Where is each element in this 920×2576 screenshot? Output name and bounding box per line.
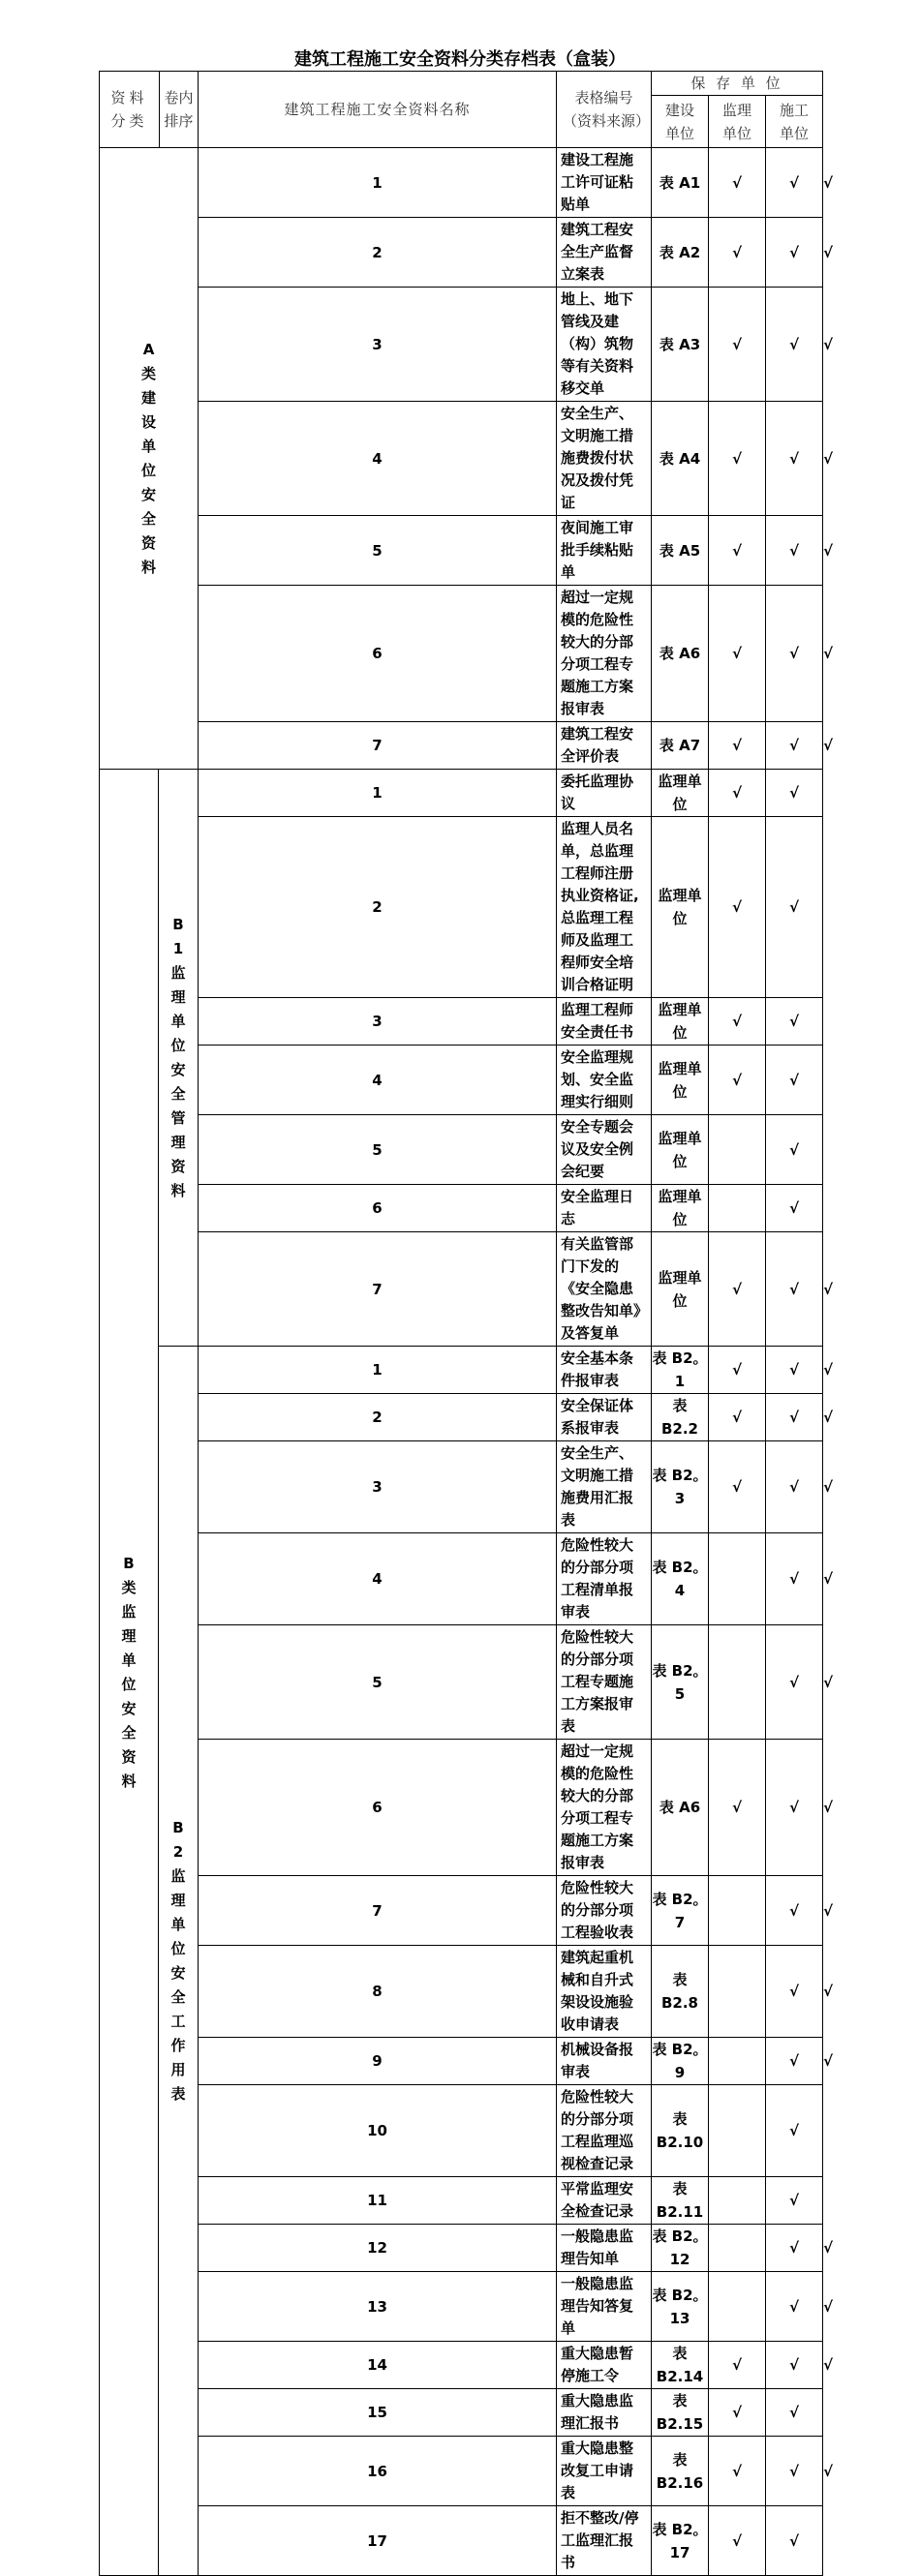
group-a [100,148,199,770]
row-number: 10 [199,2085,557,2177]
table-row: 2 建筑工程安全生产监督立案表 表 A2 √ √ √ [100,218,823,288]
table-row: 4 危险性较大的分部分项工程清单报审表 表 B2。4 √ √ [100,1533,823,1625]
row-number: 4 [199,1046,557,1115]
archive-table [99,71,834,2576]
row-number: 6 [199,586,557,722]
check-sup: √ [766,1185,823,1232]
check-owner: √ [709,2342,766,2389]
row-form-no: 表 A3 [652,288,709,402]
table-row: 16 重大隐患整改复工申请表 表 B2.16 √ √ √ [100,2437,823,2506]
check-sup: √ [766,2506,823,2576]
row-name: 危险性较大的分部分项工程验收表 [557,1876,652,1946]
row-number: 1 [199,770,557,817]
check-owner: √ [709,1046,766,1115]
row-number: 9 [199,2038,557,2085]
row-name: 安全监理规划、安全监理实行细则 [557,1046,652,1115]
row-number: 8 [199,1946,557,2038]
table-row: 4 安全生产、文明施工措施费拨付状况及拨付凭证 表 A4 √ √ √ [100,402,823,516]
row-form-no: 表 B2。7 [652,1876,709,1946]
row-number: 2 [199,1394,557,1441]
row-form-no: 表 B2.10 [652,2085,709,2177]
table-row: 7 建筑工程安全评价表 表 A7 √ √ √ [100,722,823,770]
row-form-no: 监理单位 [652,1115,709,1185]
check-owner [709,2225,766,2272]
row-name: 监理人员名单，总监理工程师注册执业资格证,总监理工程师及监理工程师安全培训合格证明 [557,817,652,998]
row-form-no: 表 A7 [652,722,709,770]
table-row [100,1115,823,1185]
row-number: 16 [199,2437,557,2506]
row-form-no: 表 B2.8 [652,1946,709,2038]
table-row: A类建设单位安全资料 1 建设工程施工许可证粘贴单 表 A1 √ √ √ [100,148,823,218]
row-name: 安全专题会议及安全例会纪要 [557,1115,652,1185]
table-row: 13 一般隐患监理告知答复单 表 B2。13 √ √ [100,2272,823,2342]
row-form-no: 表 B2。12 [652,2225,709,2272]
header-category [100,72,199,148]
row-form-no: 表 A4 [652,402,709,516]
row-form-no: 表 A6 [652,586,709,722]
check-sup: √ [766,1046,823,1115]
check-sup: √ [766,2437,823,2506]
table-row: 14 重大隐患暂停施工令 表 B2.14 √ √ √ [100,2342,823,2389]
check-owner: √ [709,586,766,722]
row-name: 监理工程师安全责任书 [557,998,652,1046]
row-form-no: 监理单位 [652,1185,709,1232]
table-row: 7 有关监管部门下发的《安全隐患整改告知单》及答复单 监理单位 √ √ √ [100,1232,823,1347]
row-name: 一般隐患监理告知单 [557,2225,652,2272]
check-owner [709,1946,766,2038]
row-form-no: 监理单位 [652,817,709,998]
row-name: 超过一定规模的危险性较大的分部分项工程专题施工方案报审表 [557,1740,652,1876]
group-b1-label: B1监理单位安全管理资料 [170,915,186,1199]
table-row: 6 超过一定规模的危险性较大的分部分项工程专题施工方案报审表 表 A6 √ √ √ [100,1740,823,1876]
row-form-no: 表 B2。5 [652,1625,709,1740]
row-number: 3 [199,998,557,1046]
check-sup: √ [766,1394,823,1441]
check-owner: √ [709,148,766,218]
check-sup: √ [766,1625,823,1740]
table-row: B2监理单位安全工作用表 1 安全基本条件报审表 表 B2。1 √ √ √ [100,1347,823,1394]
check-owner: √ [709,817,766,998]
row-form-no: 表 B2。4 [652,1533,709,1625]
check-sup: √ [766,2225,823,2272]
check-sup: √ [766,1740,823,1876]
table-row [100,2177,823,2225]
check-sup: √ [766,516,823,586]
row-form-no: 表 B2。1 [652,1347,709,1394]
header-owner: 建设单位 [652,96,709,148]
row-form-no: 表 B2.16 [652,2437,709,2506]
table-row [100,2389,823,2437]
check-sup: √ [766,1347,823,1394]
group-b2 [159,1347,199,2576]
table-row: 8 建筑起重机械和自升式架设设施验收申请表 表 B2.8 √ √ [100,1946,823,2038]
check-owner: √ [709,998,766,1046]
row-name: 拒不整改/停工监理汇报书 [557,2506,652,2576]
table-row [100,2506,823,2576]
check-sup: √ [766,1533,823,1625]
table-row [100,817,823,998]
row-name: 建设工程施工许可证粘贴单 [557,148,652,218]
check-owner: √ [709,2506,766,2576]
row-form-no: 监理单位 [652,1232,709,1347]
row-form-no: 表 B2.15 [652,2389,709,2437]
row-number: 5 [199,1115,557,1185]
check-owner: √ [709,770,766,817]
row-number: 7 [199,1876,557,1946]
row-number: 2 [199,218,557,288]
table-row: 5 危险性较大的分部分项工程专题施工方案报审表 表 B2。5 √ √ [100,1625,823,1740]
check-owner: √ [709,2437,766,2506]
row-number: 1 [199,1347,557,1394]
row-number: 6 [199,1740,557,1876]
row-form-no: 表 B2.11 [652,2177,709,2225]
header-order-label: 卷内排序 [164,89,194,130]
row-form-no: 表 B2.14 [652,2342,709,2389]
row-number: 7 [199,722,557,770]
row-name: 机械设备报审表 [557,2038,652,2085]
row-name: 有关监管部门下发的《安全隐患整改告知单》及答复单 [557,1232,652,1347]
row-number: 1 [199,148,557,218]
row-number: 7 [199,1232,557,1347]
header-form-no: 表格编号（资料来源） [557,72,652,148]
row-number: 6 [199,1185,557,1232]
row-number: 12 [199,2225,557,2272]
check-owner: √ [709,1740,766,1876]
check-sup: √ [766,148,823,218]
group-b-label: B类监理单位安全资料 [121,1554,137,1790]
row-form-no: 监理单位 [652,770,709,817]
table-row: 9 机械设备报审表 表 B2。9 √ √ [100,2038,823,2085]
row-name: 安全监理日志 [557,1185,652,1232]
table-row: 6 超过一定规模的危险性较大的分部分项工程专题施工方案报审表 表 A6 √ √ √ [100,586,823,722]
table-row: 5 夜间施工审批手续粘贴单 表 A5 √ √ √ [100,516,823,586]
check-sup: √ [766,218,823,288]
header-keep-unit: 保 存 单 位 [652,72,823,96]
check-sup: √ [766,770,823,817]
row-number: 13 [199,2272,557,2342]
group-b1 [159,770,199,1347]
check-owner: √ [709,2389,766,2437]
table-row [100,998,823,1046]
check-sup: √ [766,2038,823,2085]
check-sup: √ [766,2085,823,2177]
row-name: 平常监理安全检查记录 [557,2177,652,2225]
table-row: 2 安全保证体系报审表 表 B2.2 √ √ √ [100,1394,823,1441]
row-name: 委托监理协议 [557,770,652,817]
check-owner: √ [709,218,766,288]
check-owner: √ [709,722,766,770]
row-number: 11 [199,2177,557,2225]
row-name: 安全基本条件报审表 [557,1347,652,1394]
row-form-no: 表 B2。13 [652,2272,709,2342]
table-row: 12 一般隐患监理告知单 表 B2。12 √ √ [100,2225,823,2272]
table-row: 3 安全生产、文明施工措施费用汇报表 表 B2。3 √ √ √ [100,1441,823,1533]
row-form-no: 表 B2。17 [652,2506,709,2576]
check-owner [709,1625,766,1740]
group-b2-label: B2监理单位安全工作用表 [170,1818,186,2103]
row-name: 超过一定规模的危险性较大的分部分项工程专题施工方案报审表 [557,586,652,722]
row-name: 安全生产、文明施工措施费拨付状况及拨付凭证 [557,402,652,516]
check-owner [709,2177,766,2225]
row-name: 安全保证体系报审表 [557,1394,652,1441]
table-row: 3 地上、地下管线及建（构）筑物等有关资料移交单 表 A3 √ √ √ [100,288,823,402]
check-sup: √ [766,1876,823,1946]
check-owner: √ [709,516,766,586]
row-form-no: 表 A2 [652,218,709,288]
header-name: 建筑工程施工安全资料名称 [199,72,557,148]
row-number: 5 [199,1625,557,1740]
page-title: 建筑工程施工安全资料分类存档表（盒装） [294,49,626,70]
row-name: 夜间施工审批手续粘贴单 [557,516,652,586]
row-name: 重大隐患整改复工申请表 [557,2437,652,2506]
check-owner [709,1533,766,1625]
check-owner [709,2085,766,2177]
check-owner: √ [709,1232,766,1347]
row-name: 建筑工程安全生产监督立案表 [557,218,652,288]
check-sup: √ [766,817,823,998]
row-form-no: 表 A5 [652,516,709,586]
header-supervisor: 监理单位 [709,96,766,148]
row-name: 危险性较大的分部分项工程专题施工方案报审表 [557,1625,652,1740]
row-name: 重大隐患暂停施工令 [557,2342,652,2389]
row-form-no: 表 B2。9 [652,2038,709,2085]
table-row [100,2085,823,2177]
row-form-no: 监理单位 [652,998,709,1046]
row-name: 安全生产、文明施工措施费用汇报表 [557,1441,652,1533]
check-owner: √ [709,288,766,402]
table-row [100,1185,823,1232]
table-row: 7 危险性较大的分部分项工程验收表 表 B2。7 √ √ [100,1876,823,1946]
check-owner: √ [709,1441,766,1533]
check-sup: √ [766,1946,823,2038]
table-row [100,1046,823,1115]
row-name: 一般隐患监理告知答复单 [557,2272,652,2342]
check-sup: √ [766,2342,823,2389]
check-sup: √ [766,1441,823,1533]
header-contractor: 施工单位 [766,96,823,148]
group-b [100,770,159,2576]
row-form-no: 表 A1 [652,148,709,218]
check-owner [709,1115,766,1185]
table-row [100,770,823,817]
row-number: 4 [199,402,557,516]
check-owner: √ [709,1347,766,1394]
check-owner: √ [709,402,766,516]
check-sup: √ [766,586,823,722]
row-name: 建筑工程安全评价表 [557,722,652,770]
row-form-no: 表 B2。3 [652,1441,709,1533]
row-form-no: 表 B2.2 [652,1394,709,1441]
check-sup: √ [766,2177,823,2225]
row-number: 17 [199,2506,557,2576]
row-number: 15 [199,2389,557,2437]
check-sup: √ [766,998,823,1046]
row-name: 建筑起重机械和自升式架设设施验收申请表 [557,1946,652,2038]
row-form-no: 表 A6 [652,1740,709,1876]
row-form-no: 监理单位 [652,1046,709,1115]
row-number: 2 [199,817,557,998]
check-sup: √ [766,288,823,402]
check-sup: √ [766,1232,823,1347]
check-sup: √ [766,1115,823,1185]
check-sup: √ [766,402,823,516]
check-owner [709,2272,766,2342]
row-number: 5 [199,516,557,586]
row-number: 3 [199,1441,557,1533]
row-number: 3 [199,288,557,402]
check-sup: √ [766,722,823,770]
header-category-label: 资料分类 [110,89,148,130]
row-number: 4 [199,1533,557,1625]
row-number: 14 [199,2342,557,2389]
row-name: 危险性较大的分部分项工程监理巡视检查记录 [557,2085,652,2177]
row-name: 地上、地下管线及建（构）筑物等有关资料移交单 [557,288,652,402]
row-name: 危险性较大的分部分项工程清单报审表 [557,1533,652,1625]
check-sup: √ [766,2389,823,2437]
check-owner: √ [709,1394,766,1441]
table-body [100,148,834,2576]
row-name: 重大隐患监理汇报书 [557,2389,652,2437]
check-sup: √ [766,2272,823,2342]
check-owner [709,2038,766,2085]
group-a-label: A类建设单位安全资料 [140,340,156,576]
check-owner [709,1185,766,1232]
check-owner [709,1876,766,1946]
